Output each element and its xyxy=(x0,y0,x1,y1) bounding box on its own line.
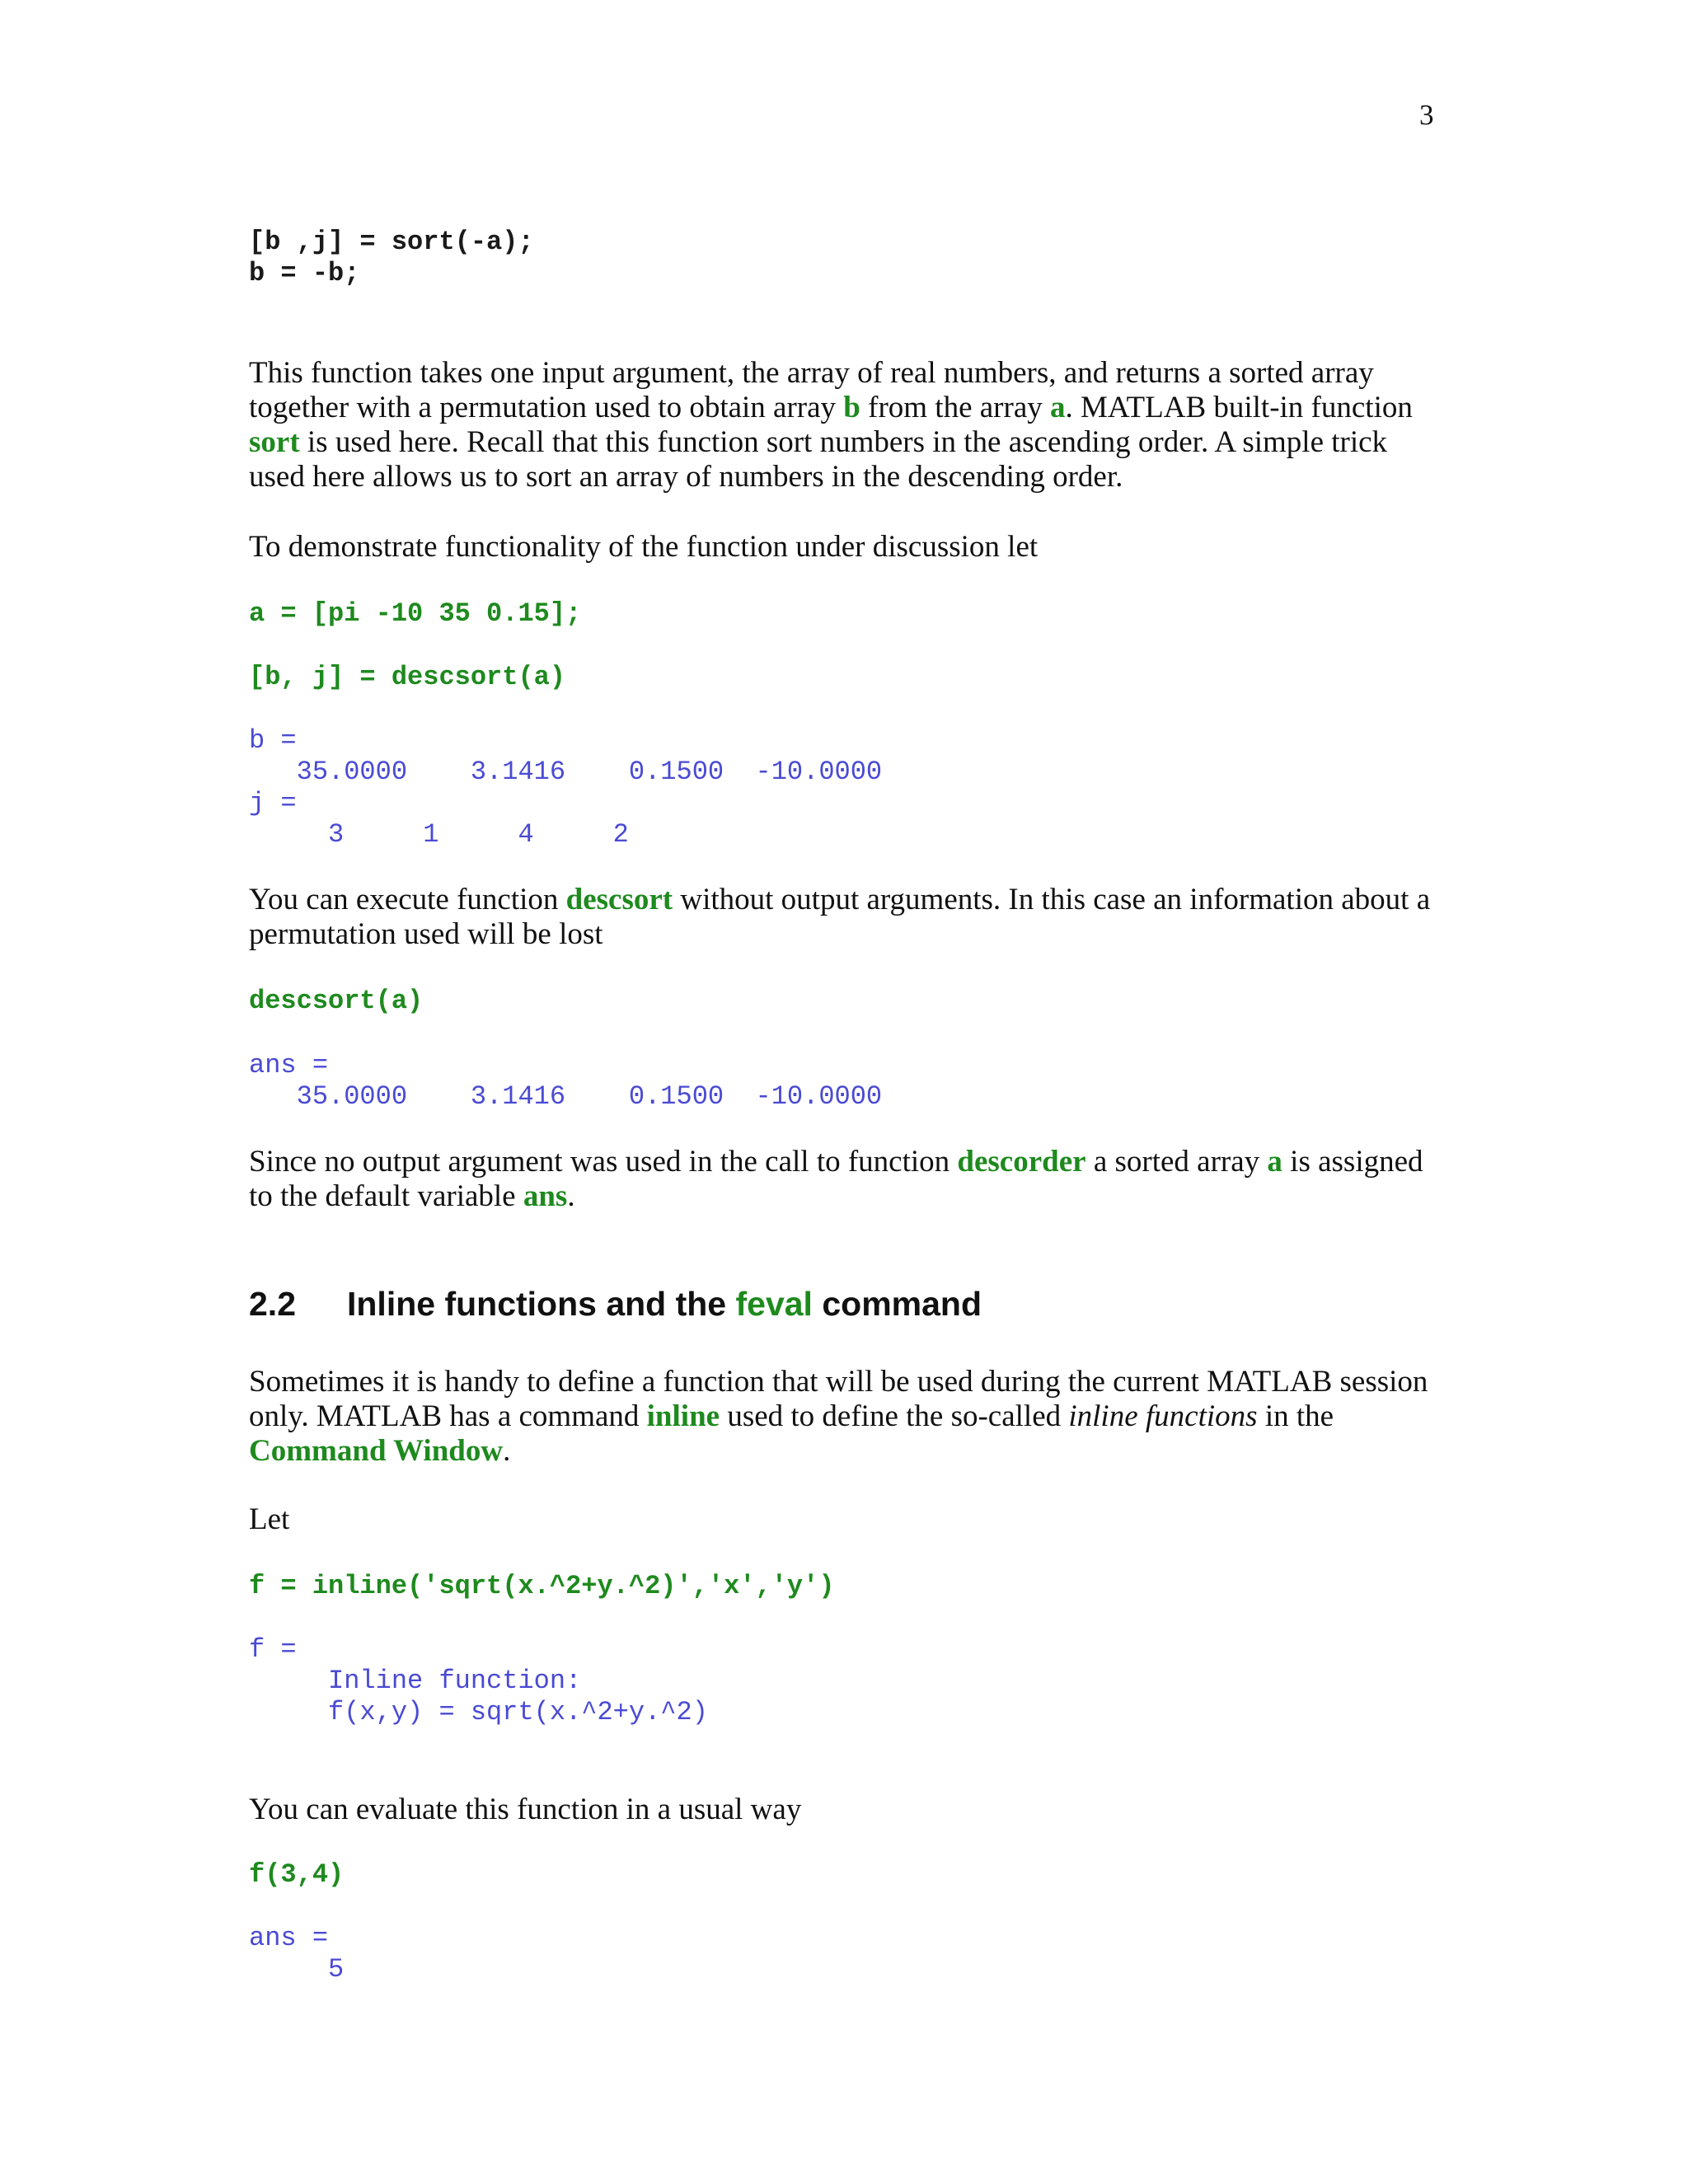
output-b-j: b = 35.0000 3.1416 0.1500 -10.0000 j = 3 1 4 2 xyxy=(249,725,883,850)
paragraph-inline-intro: Sometimes it is handy to define a function that will be used during the current MATLAB session only. MATLAB has a command inline used to define the so-called inline functions in the Command Window. xyxy=(249,1365,1428,1468)
code-descsort-a: descsort(a) xyxy=(249,986,424,1016)
output-ans: ans = 35.0000 3.1416 0.1500 -10.0000 xyxy=(249,1050,883,1112)
paragraph-let: Let xyxy=(249,1502,290,1536)
section-number: 2.2 xyxy=(249,1285,296,1323)
output-ans-5: ans = 5 xyxy=(249,1923,345,1985)
page-number: 3 xyxy=(1419,99,1434,131)
paragraph-demonstrate: To demonstrate functionality of the function under discussion let xyxy=(249,530,1039,564)
code-inline-definition: f = inline('sqrt(x.^2+y.^2)','x','y') xyxy=(249,1571,835,1601)
code-sort-snippet: [b ,j] = sort(-a); b = -b; xyxy=(249,227,534,288)
output-inline-function: f = Inline function: f(x,y) = sqrt(x.^2+y.^2) xyxy=(249,1634,708,1727)
code-f-call: f(3,4) xyxy=(249,1859,345,1890)
section-heading: 2.2 Inline functions and the feval command xyxy=(249,1285,982,1323)
code-call-descsort: [b, j] = descsort(a) xyxy=(249,662,566,692)
code-assign-a: a = [pi -10 35 0.15]; xyxy=(249,598,582,629)
paragraph-no-output-args: You can execute function descsort without output arguments. In this case an information about a permutation used will be lost xyxy=(249,883,1431,951)
paragraph-default-variable: Since no output argument was used in the call to function descorder a sorted array a is assigned to the default variable ans. xyxy=(249,1145,1423,1213)
paragraph-function-description: This function takes one input argument, the array of real numbers, and returns a sorted array together with a permutation used to obtain array b from the array a. MATLAB built-in function sort is used here. Recall that this function sort numbers in the ascending order. A simple trick used here allows us to sort an array of numbers in the descending order. xyxy=(249,356,1413,494)
paragraph-evaluate: You can evaluate this function in a usual way xyxy=(249,1793,802,1826)
